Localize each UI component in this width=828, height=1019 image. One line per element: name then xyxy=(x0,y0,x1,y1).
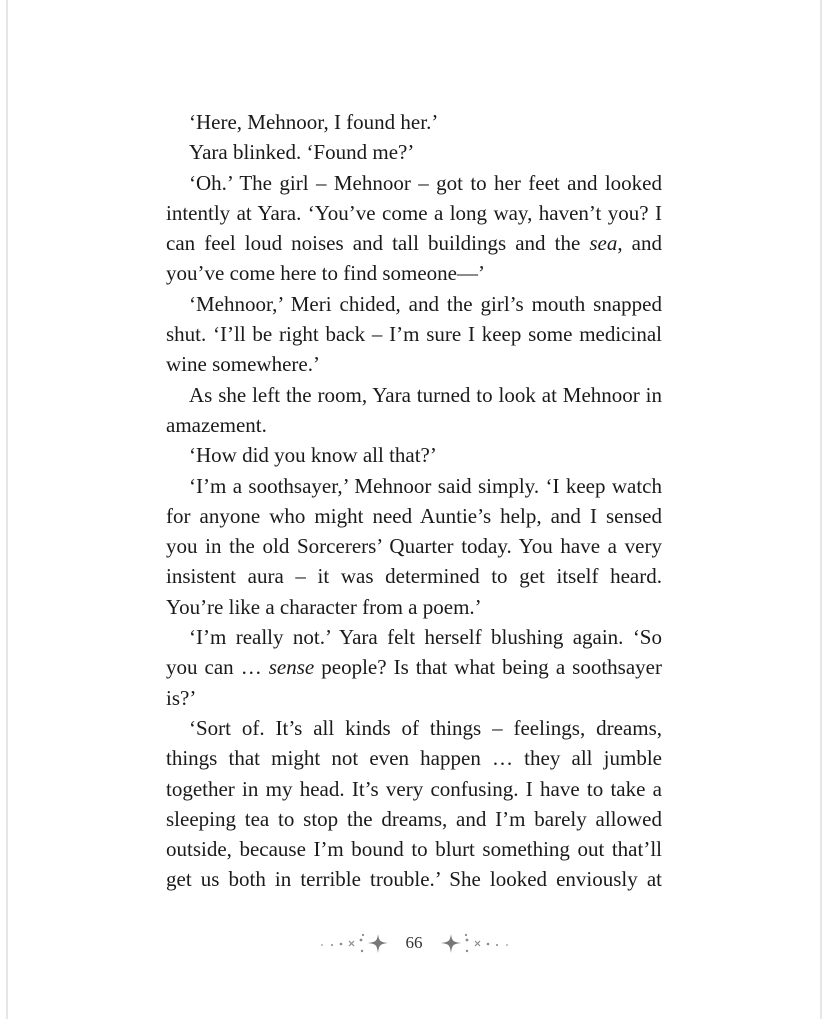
text-segment: ‘Mehnoor,’ Meri chided, and the girl’s mouth snapped shut. ‘I’ll be right back – I’m sure I keep some medicinal wine somewhere.’ xyxy=(166,291,662,377)
text-segment: ‘Oh.’ The girl – Mehnoor – got to her feet and looked intently at Yara. ‘You’ve come a long way, haven’t you? I can feel loud noises and tall buildings and the xyxy=(166,170,662,256)
sparkle-ornament-right-icon xyxy=(437,932,511,954)
paragraph xyxy=(166,289,662,380)
paragraph xyxy=(166,622,662,713)
page-footer xyxy=(0,928,828,958)
body-text xyxy=(166,107,662,895)
italic-text: sense xyxy=(268,655,315,680)
paragraph xyxy=(166,713,662,895)
text-segment: ‘I’m really not.’ Yara felt herself blushing again. ‘So you can … xyxy=(166,625,662,680)
text-segment: ‘How did you know all that?’ xyxy=(189,443,437,468)
paragraph xyxy=(166,137,662,167)
text-segment: Yara blinked. ‘Found me?’ xyxy=(189,140,415,165)
page-edge-right xyxy=(820,0,822,1019)
text-segment: ‘I’m a soothsayer,’ Mehnoor said simply. ‘I keep watch for anyone who might need Auntie’s help, and I sensed you in the old Sorcerers’ Quarter today. You have a very insistent aura – it was determined to get itself heard. You’re like a character from a poem.’ xyxy=(166,473,662,619)
sparkle-ornament-left-icon xyxy=(318,932,392,954)
paragraph xyxy=(166,380,662,441)
paragraph xyxy=(166,107,662,137)
paragraph xyxy=(166,440,662,470)
text-segment: ‘Here, Mehnoor, I found her.’ xyxy=(189,110,439,134)
text-segment: ‘Sort of. It’s all kinds of things – feelings, dreams, things that might not even happen … they all jumble together in my head. It’s very confusing. I have to take a sleeping tea to stop the dreams, and I’m barely allowed outside, because I’m bound to blurt something out that’ll get us both in terrible trouble.’ She looked enviously at xyxy=(166,715,662,892)
page-number: 66 xyxy=(405,933,423,952)
text-segment: people? Is that what being a soothsayer is?’ xyxy=(166,655,662,710)
paragraph xyxy=(166,168,662,289)
italic-text: sea xyxy=(589,231,618,256)
text-segment: As she left the room, Yara turned to look at Mehnoor in amazement. xyxy=(166,382,662,437)
paragraph xyxy=(166,471,662,622)
text-segment: , and you’ve come here to find someone—’ xyxy=(166,231,662,286)
